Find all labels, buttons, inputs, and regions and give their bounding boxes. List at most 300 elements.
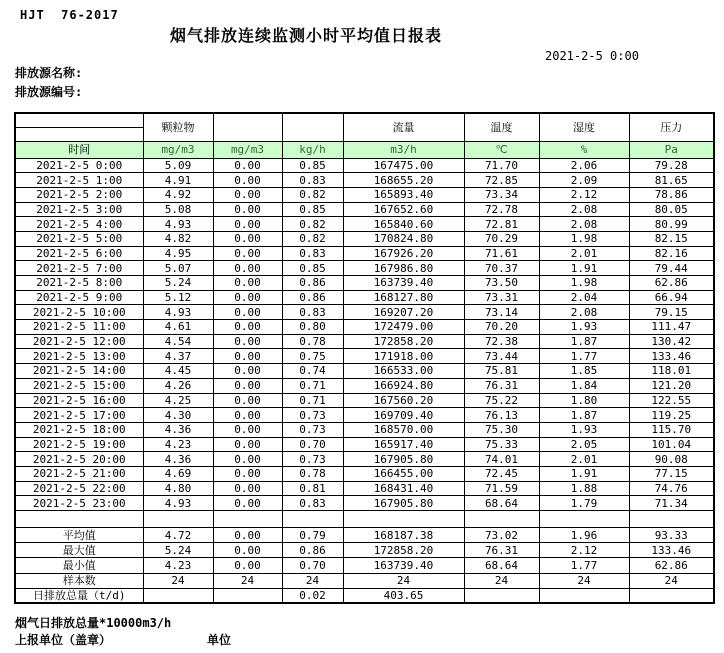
summary-value-cell: 163739.40: [343, 558, 464, 573]
value-cell: 2.06: [539, 158, 629, 173]
value-cell: 0.00: [213, 334, 282, 349]
table-row: [15, 378, 714, 393]
value-cell: 5.12: [143, 290, 213, 305]
value-cell: 79.28: [629, 158, 714, 173]
value-cell: 167926.20: [343, 246, 464, 261]
time-cell: 2021-2-5 20:00: [15, 452, 143, 467]
value-cell: 170824.80: [343, 231, 464, 246]
table-row: [15, 408, 714, 423]
value-cell: 0.71: [282, 378, 343, 393]
value-cell: 62.86: [629, 276, 714, 291]
value-cell: 4.45: [143, 364, 213, 379]
value-cell: 4.92: [143, 187, 213, 202]
summary-value-cell: 24: [282, 573, 343, 588]
value-cell: 169709.40: [343, 408, 464, 423]
time-cell: 2021-2-5 21:00: [15, 466, 143, 481]
value-cell: 0.00: [213, 320, 282, 335]
value-cell: 4.91: [143, 173, 213, 188]
value-cell: 73.31: [464, 290, 539, 305]
time-cell: 2021-2-5 3:00: [15, 202, 143, 217]
spacer-cell: [343, 511, 464, 528]
time-cell: 2021-2-5 6:00: [15, 246, 143, 261]
value-cell: 2.08: [539, 217, 629, 232]
value-cell: 0.00: [213, 466, 282, 481]
value-cell: 165893.40: [343, 187, 464, 202]
summary-value-cell: 4.23: [143, 558, 213, 573]
time-cell: 2021-2-5 11:00: [15, 320, 143, 335]
unit-mg-m3-1: mg/m3: [143, 141, 213, 158]
value-cell: 0.83: [282, 496, 343, 511]
summary-label-cell: 平均值: [15, 528, 143, 543]
value-cell: 0.00: [213, 217, 282, 232]
value-cell: 0.00: [213, 187, 282, 202]
report-datetime: 2021-2-5 0:00: [545, 49, 639, 63]
value-cell: 168655.20: [343, 173, 464, 188]
value-cell: 166533.00: [343, 364, 464, 379]
value-cell: 80.05: [629, 202, 714, 217]
spacer-cell: [282, 511, 343, 528]
value-cell: 166924.80: [343, 378, 464, 393]
value-cell: 0.00: [213, 481, 282, 496]
value-cell: 0.74: [282, 364, 343, 379]
value-cell: 0.00: [213, 290, 282, 305]
value-cell: 4.30: [143, 408, 213, 423]
time-cell: 2021-2-5 12:00: [15, 334, 143, 349]
value-cell: 71.34: [629, 496, 714, 511]
value-cell: 0.85: [282, 261, 343, 276]
table-row: [15, 349, 714, 364]
value-cell: 4.36: [143, 422, 213, 437]
value-cell: 73.50: [464, 276, 539, 291]
value-cell: 4.93: [143, 496, 213, 511]
time-cell: 2021-2-5 14:00: [15, 364, 143, 379]
table-row: [15, 466, 714, 481]
value-cell: 0.00: [213, 246, 282, 261]
value-cell: 72.78: [464, 202, 539, 217]
summary-value-cell: [539, 588, 629, 603]
table-row: [15, 187, 714, 202]
table-row: [15, 452, 714, 467]
summary-value-cell: 0.00: [213, 558, 282, 573]
table-row: [15, 496, 714, 511]
value-cell: 4.80: [143, 481, 213, 496]
value-cell: 133.46: [629, 349, 714, 364]
col-header-blank-1: [213, 113, 282, 141]
summary-value-cell: 4.72: [143, 528, 213, 543]
value-cell: 0.00: [213, 305, 282, 320]
table-row: [15, 202, 714, 217]
value-cell: 81.65: [629, 173, 714, 188]
value-cell: 111.47: [629, 320, 714, 335]
value-cell: 167652.60: [343, 202, 464, 217]
value-cell: 82.15: [629, 231, 714, 246]
value-cell: 169207.20: [343, 305, 464, 320]
summary-value-cell: 5.24: [143, 543, 213, 558]
value-cell: 5.07: [143, 261, 213, 276]
value-cell: 71.59: [464, 481, 539, 496]
summary-value-cell: 0.86: [282, 543, 343, 558]
col-header-blank-2: [282, 113, 343, 141]
col-header-humidity: 湿度: [539, 113, 629, 141]
value-cell: 82.16: [629, 246, 714, 261]
value-cell: 168127.80: [343, 290, 464, 305]
summary-value-cell: [143, 588, 213, 603]
value-cell: 0.80: [282, 320, 343, 335]
value-cell: 1.98: [539, 276, 629, 291]
value-cell: 70.37: [464, 261, 539, 276]
table-row: [15, 261, 714, 276]
value-cell: 115.70: [629, 422, 714, 437]
standard-code: HJT 76-2017: [20, 8, 119, 22]
time-cell: 2021-2-5 8:00: [15, 276, 143, 291]
value-cell: 0.00: [213, 378, 282, 393]
value-cell: 4.23: [143, 437, 213, 452]
time-cell: 2021-2-5 18:00: [15, 422, 143, 437]
value-cell: 0.00: [213, 408, 282, 423]
value-cell: 4.36: [143, 452, 213, 467]
value-cell: 66.94: [629, 290, 714, 305]
value-cell: 1.91: [539, 261, 629, 276]
value-cell: 75.30: [464, 422, 539, 437]
value-cell: 167986.80: [343, 261, 464, 276]
value-cell: 0.00: [213, 349, 282, 364]
value-cell: 167475.00: [343, 158, 464, 173]
value-cell: 76.31: [464, 378, 539, 393]
value-cell: 79.15: [629, 305, 714, 320]
summary-label-cell: 样本数: [15, 573, 143, 588]
time-cell: 2021-2-5 7:00: [15, 261, 143, 276]
value-cell: 68.64: [464, 496, 539, 511]
value-cell: 168431.40: [343, 481, 464, 496]
value-cell: 2.08: [539, 202, 629, 217]
value-cell: 0.00: [213, 393, 282, 408]
value-cell: 119.25: [629, 408, 714, 423]
value-cell: 73.44: [464, 349, 539, 364]
value-cell: 4.82: [143, 231, 213, 246]
summary-value-cell: 76.31: [464, 543, 539, 558]
table-row: [15, 231, 714, 246]
value-cell: 0.00: [213, 276, 282, 291]
col-header-temperature: 温度: [464, 113, 539, 141]
value-cell: 0.81: [282, 481, 343, 496]
time-cell: 2021-2-5 5:00: [15, 231, 143, 246]
unit-m3-h: m3/h: [343, 141, 464, 158]
summary-value-cell: 0.70: [282, 558, 343, 573]
value-cell: 101.04: [629, 437, 714, 452]
value-cell: 0.82: [282, 217, 343, 232]
value-cell: 0.85: [282, 202, 343, 217]
header-unit-row: [15, 141, 714, 158]
flow-total-note: 烟气日排放总量*10000m3/h: [15, 616, 172, 630]
value-cell: 0.00: [213, 437, 282, 452]
table-row: [15, 334, 714, 349]
hourly-average-table: [14, 112, 715, 604]
value-cell: 0.82: [282, 231, 343, 246]
summary-value-cell: 1.96: [539, 528, 629, 543]
value-cell: 70.20: [464, 320, 539, 335]
reporting-unit-seal-label: 上报单位（盖章）: [15, 633, 112, 647]
spacer-cell: [15, 511, 143, 528]
value-cell: 0.73: [282, 422, 343, 437]
time-cell: 2021-2-5 4:00: [15, 217, 143, 232]
value-cell: 70.29: [464, 231, 539, 246]
value-cell: 168570.00: [343, 422, 464, 437]
table-row: [15, 290, 714, 305]
time-column-label: 时间: [15, 141, 143, 158]
time-cell: 2021-2-5 9:00: [15, 290, 143, 305]
value-cell: 167905.80: [343, 452, 464, 467]
summary-row: [15, 573, 714, 588]
value-cell: 2.01: [539, 246, 629, 261]
time-cell: 2021-2-5 23:00: [15, 496, 143, 511]
value-cell: 0.00: [213, 364, 282, 379]
summary-value-cell: 24: [464, 573, 539, 588]
table-row: [15, 173, 714, 188]
value-cell: 72.45: [464, 466, 539, 481]
summary-value-cell: 24: [143, 573, 213, 588]
unit-mg-m3-2: mg/m3: [213, 141, 282, 158]
value-cell: 172858.20: [343, 334, 464, 349]
summary-value-cell: 0.02: [282, 588, 343, 603]
value-cell: 0.00: [213, 173, 282, 188]
col-header-flow: 流量: [343, 113, 464, 141]
table-row: [15, 437, 714, 452]
value-cell: 4.54: [143, 334, 213, 349]
table-row: [15, 481, 714, 496]
value-cell: 1.79: [539, 496, 629, 511]
value-cell: 0.83: [282, 173, 343, 188]
summary-row: [15, 558, 714, 573]
summary-label-cell: 最小值: [15, 558, 143, 573]
spacer-row: [15, 511, 714, 528]
value-cell: 5.08: [143, 202, 213, 217]
time-header-blank-cell: [15, 113, 143, 141]
value-cell: 1.91: [539, 466, 629, 481]
summary-value-cell: 1.77: [539, 558, 629, 573]
value-cell: 4.26: [143, 378, 213, 393]
value-cell: 0.00: [213, 231, 282, 246]
spacer-cell: [143, 511, 213, 528]
summary-value-cell: 133.46: [629, 543, 714, 558]
value-cell: 0.70: [282, 437, 343, 452]
value-cell: 0.00: [213, 261, 282, 276]
value-cell: 90.08: [629, 452, 714, 467]
value-cell: 0.73: [282, 408, 343, 423]
summary-value-cell: 24: [629, 573, 714, 588]
value-cell: 75.81: [464, 364, 539, 379]
value-cell: 0.00: [213, 202, 282, 217]
summary-value-cell: 0.00: [213, 528, 282, 543]
table-row: [15, 217, 714, 232]
unit-pa: Pa: [629, 141, 714, 158]
unit-celsius: ℃: [464, 141, 539, 158]
value-cell: 79.44: [629, 261, 714, 276]
value-cell: 0.00: [213, 496, 282, 511]
value-cell: 78.86: [629, 187, 714, 202]
time-cell: 2021-2-5 10:00: [15, 305, 143, 320]
value-cell: 1.84: [539, 378, 629, 393]
summary-value-cell: 2.12: [539, 543, 629, 558]
unit-percent: %: [539, 141, 629, 158]
table-row: [15, 422, 714, 437]
summary-rows: [15, 528, 714, 604]
value-cell: 0.86: [282, 276, 343, 291]
summary-value-cell: 0.00: [213, 543, 282, 558]
value-cell: 171918.00: [343, 349, 464, 364]
value-cell: 0.78: [282, 334, 343, 349]
value-cell: 2.05: [539, 437, 629, 452]
value-cell: 4.69: [143, 466, 213, 481]
header-split-line: [16, 127, 143, 128]
time-cell: 2021-2-5 13:00: [15, 349, 143, 364]
value-cell: 121.20: [629, 378, 714, 393]
table-row: [15, 305, 714, 320]
value-cell: 4.25: [143, 393, 213, 408]
value-cell: 0.82: [282, 187, 343, 202]
summary-row: [15, 528, 714, 543]
spacer-cell: [539, 511, 629, 528]
value-cell: 4.93: [143, 217, 213, 232]
value-cell: 5.24: [143, 276, 213, 291]
time-cell: 2021-2-5 2:00: [15, 187, 143, 202]
value-cell: 4.95: [143, 246, 213, 261]
time-cell: 2021-2-5 15:00: [15, 378, 143, 393]
summary-value-cell: 0.79: [282, 528, 343, 543]
value-cell: 5.09: [143, 158, 213, 173]
spacer-cell: [213, 511, 282, 528]
unit-kg-h: kg/h: [282, 141, 343, 158]
value-cell: 0.00: [213, 452, 282, 467]
value-cell: 1.87: [539, 334, 629, 349]
value-cell: 72.38: [464, 334, 539, 349]
value-cell: 0.83: [282, 246, 343, 261]
spacer-section: [15, 511, 714, 528]
summary-value-cell: 73.02: [464, 528, 539, 543]
value-cell: 0.71: [282, 393, 343, 408]
value-cell: 0.83: [282, 305, 343, 320]
page-title: 烟气排放连续监测小时平均值日报表: [169, 26, 442, 45]
summary-value-cell: 403.65: [343, 588, 464, 603]
value-cell: 0.75: [282, 349, 343, 364]
value-cell: 1.93: [539, 320, 629, 335]
value-cell: 118.01: [629, 364, 714, 379]
value-cell: 4.61: [143, 320, 213, 335]
time-cell: 2021-2-5 19:00: [15, 437, 143, 452]
value-cell: 165917.40: [343, 437, 464, 452]
emission-source-name-label: 排放源名称:: [15, 66, 83, 80]
value-cell: 0.78: [282, 466, 343, 481]
table-row: [15, 364, 714, 379]
value-cell: 2.08: [539, 305, 629, 320]
value-cell: 130.42: [629, 334, 714, 349]
value-cell: 167905.80: [343, 496, 464, 511]
value-cell: 1.93: [539, 422, 629, 437]
value-cell: 72.81: [464, 217, 539, 232]
value-cell: 0.00: [213, 158, 282, 173]
value-cell: 163739.40: [343, 276, 464, 291]
value-cell: 1.80: [539, 393, 629, 408]
summary-value-cell: 168187.38: [343, 528, 464, 543]
spacer-cell: [464, 511, 539, 528]
summary-value-cell: 24: [213, 573, 282, 588]
table-row: [15, 320, 714, 335]
summary-value-cell: [213, 588, 282, 603]
value-cell: 166455.00: [343, 466, 464, 481]
summary-value-cell: 24: [539, 573, 629, 588]
value-cell: 167560.20: [343, 393, 464, 408]
value-cell: 1.87: [539, 408, 629, 423]
value-cell: 165840.60: [343, 217, 464, 232]
hour-rows: [15, 158, 714, 511]
summary-value-cell: 93.33: [629, 528, 714, 543]
unit-label: 单位: [207, 633, 232, 647]
value-cell: 74.01: [464, 452, 539, 467]
emission-source-code-label: 排放源编号:: [15, 85, 83, 99]
value-cell: 4.93: [143, 305, 213, 320]
value-cell: 71.70: [464, 158, 539, 173]
value-cell: 2.12: [539, 187, 629, 202]
summary-value-cell: 62.86: [629, 558, 714, 573]
value-cell: 2.04: [539, 290, 629, 305]
value-cell: 0.85: [282, 158, 343, 173]
header-group-row: [15, 113, 714, 141]
table-row: [15, 393, 714, 408]
summary-value-cell: [629, 588, 714, 603]
col-header-particulate: 颗粒物: [143, 113, 213, 141]
table-row: [15, 246, 714, 261]
time-cell: 2021-2-5 1:00: [15, 173, 143, 188]
table-row: [15, 158, 714, 173]
value-cell: 77.15: [629, 466, 714, 481]
value-cell: 2.09: [539, 173, 629, 188]
spacer-cell: [629, 511, 714, 528]
summary-label-cell: 日排放总量（t/d): [15, 588, 143, 603]
value-cell: 1.98: [539, 231, 629, 246]
table-row: [15, 276, 714, 291]
table-header: [15, 113, 714, 158]
value-cell: 4.37: [143, 349, 213, 364]
summary-row: [15, 588, 714, 603]
summary-value-cell: 172858.20: [343, 543, 464, 558]
value-cell: 71.61: [464, 246, 539, 261]
value-cell: 172479.00: [343, 320, 464, 335]
value-cell: 1.77: [539, 349, 629, 364]
summary-value-cell: [464, 588, 539, 603]
value-cell: 75.33: [464, 437, 539, 452]
col-header-pressure: 压力: [629, 113, 714, 141]
value-cell: 80.99: [629, 217, 714, 232]
value-cell: 0.00: [213, 422, 282, 437]
time-cell: 2021-2-5 0:00: [15, 158, 143, 173]
value-cell: 73.14: [464, 305, 539, 320]
time-cell: 2021-2-5 17:00: [15, 408, 143, 423]
summary-value-cell: 24: [343, 573, 464, 588]
value-cell: 73.34: [464, 187, 539, 202]
value-cell: 1.88: [539, 481, 629, 496]
summary-label-cell: 最大值: [15, 543, 143, 558]
value-cell: 74.76: [629, 481, 714, 496]
value-cell: 122.55: [629, 393, 714, 408]
value-cell: 1.85: [539, 364, 629, 379]
value-cell: 0.86: [282, 290, 343, 305]
summary-value-cell: 68.64: [464, 558, 539, 573]
time-cell: 2021-2-5 22:00: [15, 481, 143, 496]
value-cell: 72.85: [464, 173, 539, 188]
value-cell: 76.13: [464, 408, 539, 423]
value-cell: 75.22: [464, 393, 539, 408]
value-cell: 2.01: [539, 452, 629, 467]
value-cell: 0.73: [282, 452, 343, 467]
